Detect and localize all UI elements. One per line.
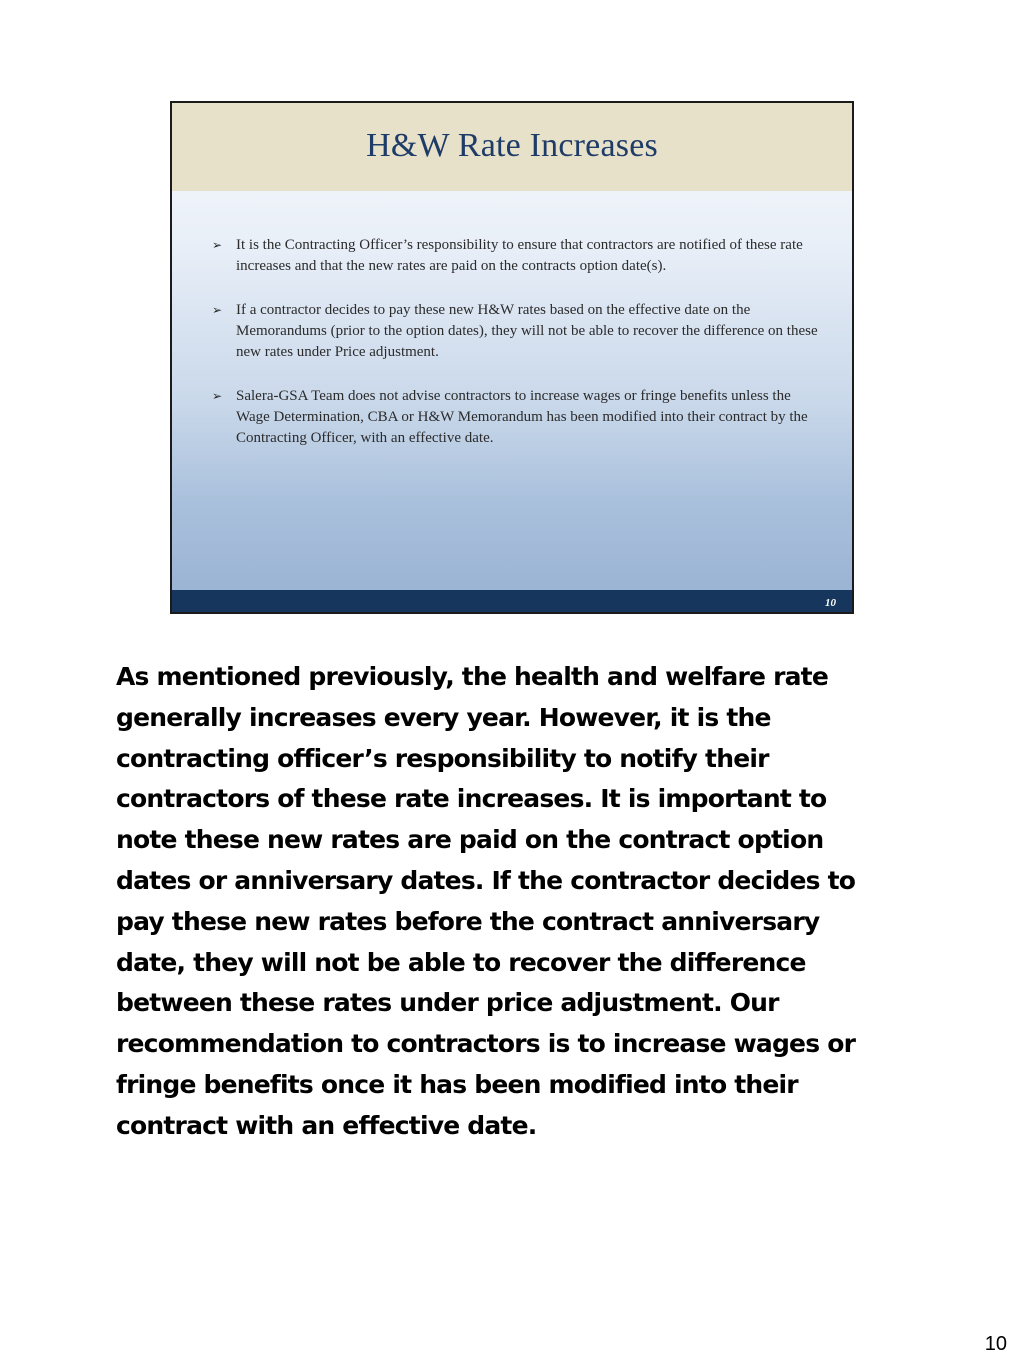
slide-bullet-item <box>212 235 822 277</box>
notes-line: contracting officer’s responsibility to notify their <box>116 743 769 773</box>
notes-line: As mentioned previously, the health and welfare rate <box>116 662 828 691</box>
arrowhead-bullet-icon: ➢ <box>212 238 223 252</box>
slide-thumbnail <box>170 101 854 614</box>
slide-bullet-text: If a contractor decides to pay these new H&W rates based on the effective date on the Memorandums (prior to the option dates), they will not be able to recover the difference on these new rates under Price adjustment. <box>236 302 818 360</box>
slide-header-band <box>172 103 852 191</box>
notes-line: pay these new rates before the contract anniversary <box>116 906 820 936</box>
notes-line: fringe benefits once it has been modified into their <box>116 1069 798 1099</box>
slide-bullet-item <box>212 386 822 449</box>
notes-line: recommendation to contractors is to increase wages or <box>116 1029 856 1059</box>
slide-title: H&W Rate Increases <box>366 127 658 164</box>
slide-footer-band <box>172 590 852 612</box>
page-number: 10 <box>984 1333 1007 1355</box>
notes-line: contractors of these rate increases. It is important to <box>116 784 827 814</box>
slide-bullet-text: Salera-GSA Team does not advise contractors to increase wages or fringe benefits unless the Wage Determination, CBA or H&W Memorandum has been modified into their contract by the Contracting Officer, with an effective date. <box>236 388 808 446</box>
notes-line: date, they will not be able to recover the difference <box>116 947 806 977</box>
slide-number: 10 <box>825 597 836 609</box>
slide-bullet-text: It is the Contracting Officer’s responsibility to ensure that contractors are notified of these rate increases and that the new rates are paid on the contracts option date(s). <box>236 237 803 274</box>
notes-line: between these rates under price adjustment. Our <box>116 988 779 1018</box>
notes-line: generally increases every year. However, it is the <box>116 702 771 732</box>
arrowhead-bullet-icon: ➢ <box>212 303 223 317</box>
slide-bullet-item <box>212 300 822 363</box>
arrowhead-bullet-icon: ➢ <box>212 389 223 403</box>
slide-bullet-list <box>212 235 822 472</box>
notes-line: contract with an effective date. <box>116 1110 537 1140</box>
notes-line: note these new rates are paid on the contract option <box>116 825 824 855</box>
notes-line: dates or anniversary dates. If the contractor decides to <box>116 865 856 895</box>
speaker-notes <box>116 657 916 1147</box>
